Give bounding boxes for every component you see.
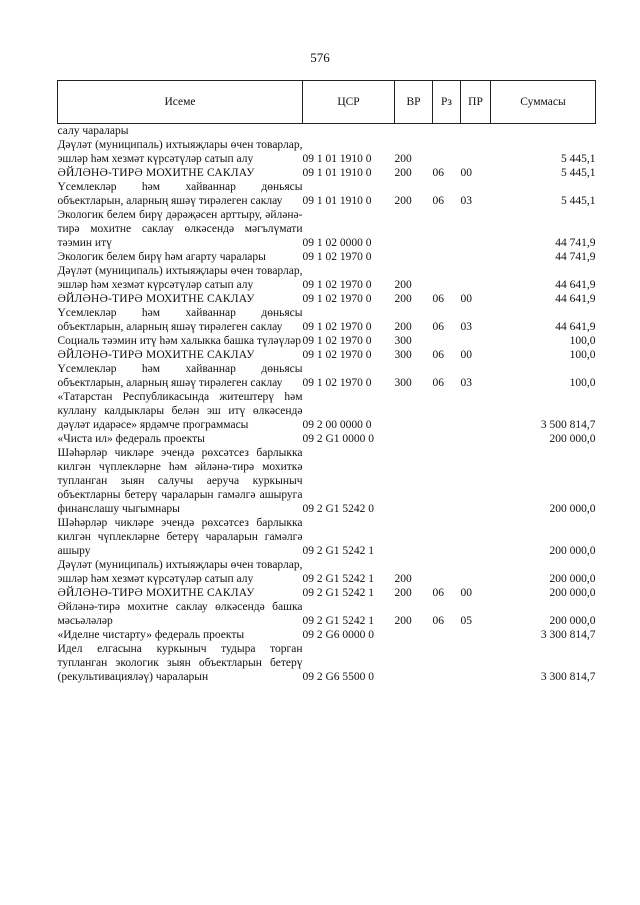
table-row xyxy=(58,348,596,362)
cell-pr xyxy=(461,628,491,642)
table-row xyxy=(58,390,596,432)
table-row xyxy=(58,642,596,684)
cell-rz xyxy=(433,446,461,516)
cell-rz xyxy=(433,642,461,684)
table-row xyxy=(58,446,596,516)
cell-name: Шәһәрләр чикләре эчендә рөхсәтсез барлыкка килгән чүплекләрне бетерү чараларын гамәлгә ашыру xyxy=(57,517,303,557)
cell-name: ӘЙЛӘНӘ-ТИРӘ МОХИТНЕ САКЛАУ xyxy=(57,349,255,361)
cell-csr: 09 2 00 0000 0 xyxy=(302,419,372,431)
cell-rz xyxy=(433,250,461,264)
cell-rz xyxy=(433,516,461,558)
header-sum: Суммасы xyxy=(491,81,596,124)
cell-vr xyxy=(395,208,433,250)
header-name: Исеме xyxy=(58,81,303,124)
cell-pr xyxy=(461,432,491,446)
cell-csr: 09 1 02 1970 0 xyxy=(302,349,372,361)
cell-name: Экологик белем бирү һәм агарту чаралары xyxy=(57,251,266,263)
cell-rz xyxy=(433,138,461,166)
cell-sum: 3 500 814,7 xyxy=(540,419,596,431)
cell-vr xyxy=(395,446,433,516)
cell-vr xyxy=(395,390,433,432)
cell-pr: 00 xyxy=(460,167,472,179)
cell-sum: 44 641,9 xyxy=(555,293,596,305)
cell-rz xyxy=(433,264,461,292)
table-row xyxy=(58,558,596,586)
cell-sum: 200 000,0 xyxy=(549,503,596,515)
cell-rz xyxy=(433,390,461,432)
cell-rz xyxy=(433,334,461,348)
table-header-row xyxy=(58,81,596,124)
cell-sum: 200 000,0 xyxy=(549,587,596,599)
cell-name: Идел елгасына куркыныч тудыра торган тупланган экологик зыян объектларын бетерү (рекультивацияләү) чараларын xyxy=(57,643,303,683)
header-pr: ПР xyxy=(461,81,491,124)
cell-sum: 200 000,0 xyxy=(549,573,596,585)
cell-csr: 09 2 G1 5242 1 xyxy=(302,573,375,585)
cell-sum: 44 741,9 xyxy=(555,251,596,263)
table-row xyxy=(58,362,596,390)
cell-name: Экологик белем бирү дәрәҗәсен арттыру, әйләнә-тирә мохитне саклау өлкәсендә мәгълүмати тәэмин итү xyxy=(57,209,303,249)
cell-name: Социаль тәэмин итү һәм халыкка башка түләүләр xyxy=(57,335,301,347)
cell-csr: 09 2 G6 0000 0 xyxy=(302,629,375,641)
cell-sum: 5 445,1 xyxy=(561,167,596,179)
cell-csr: 09 1 02 0000 0 xyxy=(302,237,372,249)
cell-vr xyxy=(395,432,433,446)
cell-csr: 09 2 G1 5242 1 xyxy=(302,615,375,627)
cell-name: Әйләнә-тирә мохитне саклау өлкәсендә башка мәсьәләләр xyxy=(57,601,303,627)
cell-pr xyxy=(461,446,491,516)
cell-csr: 09 2 G1 5242 0 xyxy=(302,503,375,515)
cell-vr: 200 xyxy=(394,167,412,179)
cell-name: ӘЙЛӘНӘ-ТИРӘ МОХИТНЕ САКЛАУ xyxy=(57,293,255,305)
cell-vr xyxy=(395,628,433,642)
cell-sum: 200 000,0 xyxy=(549,615,596,627)
cell-vr: 200 xyxy=(394,615,412,627)
cell-csr: 09 1 02 1970 0 xyxy=(302,377,372,389)
cell-rz: 06 xyxy=(432,587,444,599)
table-row xyxy=(58,432,596,446)
table-row xyxy=(58,124,596,139)
cell-csr: 09 1 02 1970 0 xyxy=(302,321,372,333)
cell-pr xyxy=(461,250,491,264)
table-row xyxy=(58,166,596,180)
cell-name: ӘЙЛӘНӘ-ТИРӘ МОХИТНЕ САКЛАУ xyxy=(57,587,255,599)
cell-csr: 09 2 G1 5242 1 xyxy=(302,545,375,557)
table-row xyxy=(58,600,596,628)
cell-name: «Татарстан Республикасында житештерү һәм куллану калдыклары белән эш итү өлкәсендә дәүләт идарәсе» ярдәмче программасы xyxy=(57,391,303,431)
cell-name: ӘЙЛӘНӘ-ТИРӘ МОХИТНЕ САКЛАУ xyxy=(57,167,255,179)
cell-sum: 3 300 814,7 xyxy=(540,629,596,641)
cell-vr: 200 xyxy=(394,293,412,305)
cell-sum: 200 000,0 xyxy=(549,433,596,445)
cell-name: Дәүләт (муниципаль) ихтыяҗлары өчен товарлар, эшләр һәм хезмәт күрсәтүләр сатып алу xyxy=(57,559,303,585)
cell-pr: 03 xyxy=(460,321,472,333)
cell-sum: 44 741,9 xyxy=(555,237,596,249)
cell-name: «Иделне чистарту» федераль проекты xyxy=(57,629,245,641)
table-row xyxy=(58,306,596,334)
cell-csr: 09 2 G1 5242 1 xyxy=(302,587,375,599)
page-number: 576 xyxy=(310,50,330,65)
table-row xyxy=(58,586,596,600)
cell-csr: 09 1 02 1970 0 xyxy=(302,251,372,263)
cell-rz: 06 xyxy=(432,195,444,207)
cell-vr: 200 xyxy=(394,321,412,333)
cell-rz: 06 xyxy=(432,167,444,179)
cell-rz xyxy=(433,628,461,642)
cell-name: Шәһәрләр чикләре эчендә рөхсәтсез барлыкка килгән чүплекләрне һәм әйләнә-тирә мохиткә тупланган зыян салучы аеруча куркыныч объектларны бетерү чараларын гамәлгә ашыруга финанслашу чыгымнары xyxy=(57,447,303,515)
cell-rz: 06 xyxy=(432,377,444,389)
cell-sum: 100,0 xyxy=(569,335,596,347)
table-body xyxy=(58,124,596,685)
cell-vr: 200 xyxy=(394,153,412,165)
cell-rz: 06 xyxy=(432,293,444,305)
cell-csr: 09 1 02 1970 0 xyxy=(302,293,372,305)
cell-sum: 3 300 814,7 xyxy=(540,671,596,683)
cell-pr xyxy=(461,334,491,348)
cell-pr xyxy=(461,558,491,586)
table-row xyxy=(58,292,596,306)
cell-csr: 09 1 01 1910 0 xyxy=(302,195,372,207)
cell-csr xyxy=(303,124,395,139)
cell-vr: 200 xyxy=(394,587,412,599)
cell-csr: 09 2 G6 5500 0 xyxy=(302,671,375,683)
cell-pr xyxy=(461,642,491,684)
cell-name: Дәүләт (муниципаль) ихтыяҗлары өчен товарлар, эшләр һәм хезмәт күрсәтүләр сатып алу xyxy=(57,139,303,165)
cell-name: Үсемлекләр һәм хайваннар дөньясы объектларын, аларның яшәү тирәлеген саклау xyxy=(57,181,303,207)
cell-pr: 03 xyxy=(460,377,472,389)
cell-csr: 09 1 01 1910 0 xyxy=(302,153,372,165)
cell-rz: 06 xyxy=(432,321,444,333)
cell-csr: 09 1 01 1910 0 xyxy=(302,167,372,179)
cell-vr xyxy=(395,516,433,558)
cell-pr: 03 xyxy=(460,195,472,207)
cell-sum: 200 000,0 xyxy=(549,545,596,557)
table-row xyxy=(58,628,596,642)
cell-name: Дәүләт (муниципаль) ихтыяҗлары өчен товарлар, эшләр һәм хезмәт күрсәтүләр сатып алу xyxy=(57,265,303,291)
cell-vr xyxy=(395,124,433,139)
cell-sum: 5 445,1 xyxy=(561,195,596,207)
cell-name: Үсемлекләр һәм хайваннар дөньясы объектларын, аларның яшәү тирәлеген саклау xyxy=(57,363,303,389)
cell-pr: 00 xyxy=(460,349,472,361)
cell-sum: 44 641,9 xyxy=(555,279,596,291)
table-row xyxy=(58,516,596,558)
cell-vr: 200 xyxy=(394,195,412,207)
table-row xyxy=(58,250,596,264)
cell-pr xyxy=(461,138,491,166)
table-row xyxy=(58,208,596,250)
cell-pr xyxy=(461,390,491,432)
cell-name: Үсемлекләр һәм хайваннар дөньясы объектларын, аларның яшәү тирәлеген саклау xyxy=(57,307,303,333)
cell-vr xyxy=(395,250,433,264)
cell-sum: 100,0 xyxy=(569,349,596,361)
cell-rz: 06 xyxy=(432,615,444,627)
cell-rz xyxy=(433,558,461,586)
header-csr: ЦСР xyxy=(303,81,395,124)
table-row xyxy=(58,180,596,208)
header-rz: Рз xyxy=(433,81,461,124)
cell-csr: 09 2 G1 0000 0 xyxy=(302,433,375,445)
cell-vr: 300 xyxy=(394,377,412,389)
cell-pr: 00 xyxy=(460,293,472,305)
cell-pr xyxy=(461,208,491,250)
cell-sum: 100,0 xyxy=(569,377,596,389)
budget-table xyxy=(57,80,596,684)
cell-vr: 300 xyxy=(394,335,412,347)
cell-name: «Чиста ил» федераль проекты xyxy=(57,433,205,445)
cell-rz xyxy=(433,432,461,446)
cell-vr xyxy=(395,642,433,684)
cell-csr: 09 1 02 1970 0 xyxy=(302,335,372,347)
cell-sum: 5 445,1 xyxy=(561,153,596,165)
cell-pr: 05 xyxy=(460,615,472,627)
table-row xyxy=(58,138,596,166)
cell-vr: 300 xyxy=(394,349,412,361)
table-row xyxy=(58,264,596,292)
table-row xyxy=(58,334,596,348)
cell-sum xyxy=(491,124,596,139)
cell-rz xyxy=(433,208,461,250)
cell-pr xyxy=(461,516,491,558)
cell-pr: 00 xyxy=(460,587,472,599)
cell-name: салу чаралары xyxy=(57,125,129,137)
cell-pr xyxy=(461,264,491,292)
cell-rz xyxy=(433,124,461,139)
cell-vr: 200 xyxy=(394,279,412,291)
header-vr: ВР xyxy=(395,81,433,124)
cell-pr xyxy=(461,124,491,139)
cell-vr: 200 xyxy=(394,573,412,585)
cell-rz: 06 xyxy=(432,349,444,361)
cell-sum: 44 641,9 xyxy=(555,321,596,333)
cell-csr: 09 1 02 1970 0 xyxy=(302,279,372,291)
